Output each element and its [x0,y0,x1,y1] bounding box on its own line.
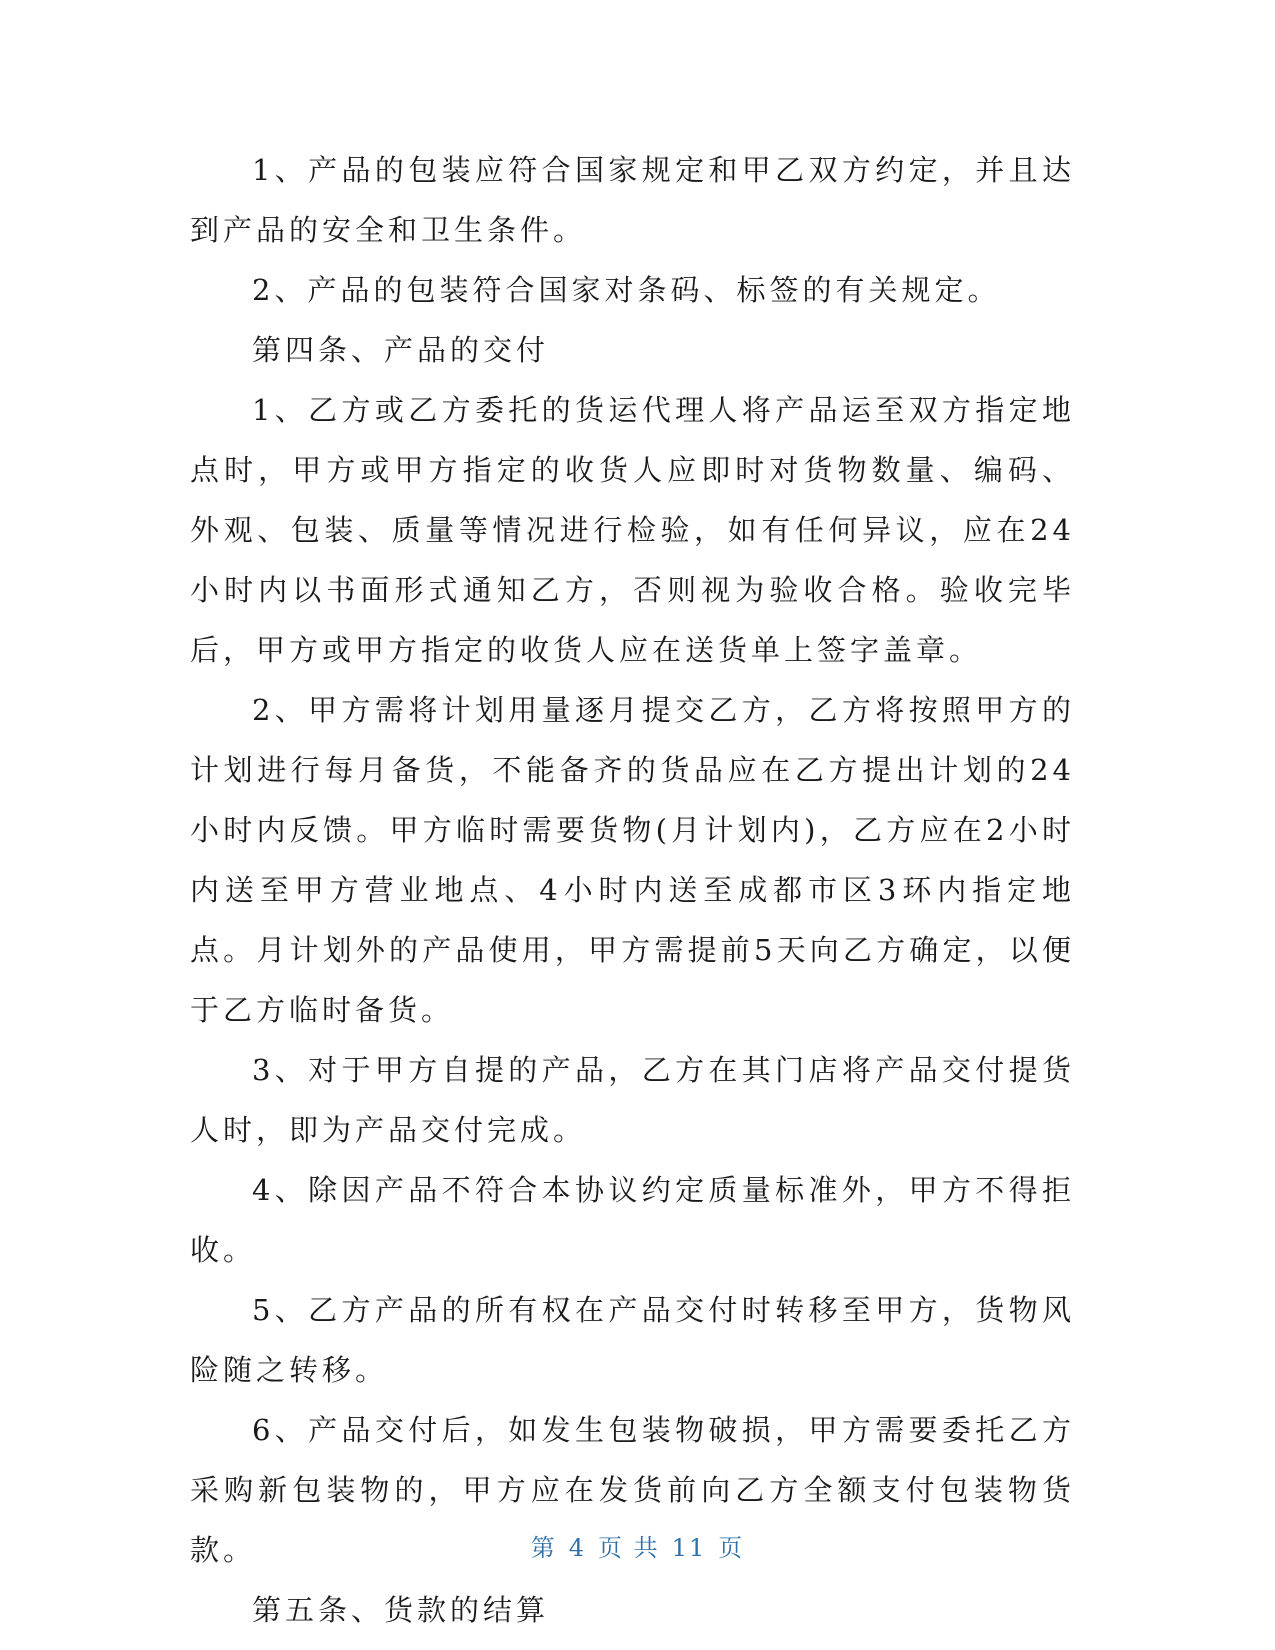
current-page-number: 4 [568,1534,587,1562]
page-footer [0,1528,1275,1563]
document-body [190,140,1075,1640]
paragraph: 4、除因产品不符合本协议约定质量标准外，甲方不得拒收。 [190,1173,1075,1267]
section-heading: 第四条、产品的交付 [252,333,550,367]
paragraph: 6、产品交付后，如发生包装物破损，甲方需要委托乙方采购新包装物的，甲方应在发货前向乙方全额支付包装物货款。 [190,1413,1075,1567]
footer-label-of: 页 共 [598,1534,660,1562]
paragraph: 3、对于甲方自提的产品，乙方在其门店将产品交付提货人时，即为产品交付完成。 [190,1053,1075,1147]
paragraph: 5、乙方产品的所有权在产品交付时转移至甲方，货物风险随之转移。 [190,1293,1075,1387]
section-heading: 第五条、货款的结算 [252,1593,550,1627]
paragraph: 2、甲方需将计划用量逐月提交乙方，乙方将按照甲方的计划进行每月备货，不能备齐的货品应在乙方提出计划的24小时内反馈。甲方临时需要货物(月计划内)，乙方应在2小时内送至甲方营业地点、4小时内送至成都市区3环内指定地点。月计划外的产品使用，甲方需提前5天向乙方确定，以便于乙方临时备货。 [190,693,1075,1027]
footer-label-page: 第 [530,1534,557,1562]
paragraph: 1、产品的包装应符合国家规定和甲乙双方约定，并且达到产品的安全和卫生条件。 [190,153,1075,247]
paragraph: 1、乙方或乙方委托的货运代理人将产品运至双方指定地点时，甲方或甲方指定的收货人应即时对货物数量、编码、外观、包装、质量等情况进行检验，如有任何异议，应在24小时内以书面形式通知乙方，否则视为验收合格。验收完毕后，甲方或甲方指定的收货人应在送货单上签字盖章。 [190,393,1075,667]
footer-label-pages: 页 [718,1534,745,1562]
total-pages-number: 11 [671,1534,707,1562]
paragraph: 2、产品的包装符合国家对条码、标签的有关规定。 [252,273,1001,307]
